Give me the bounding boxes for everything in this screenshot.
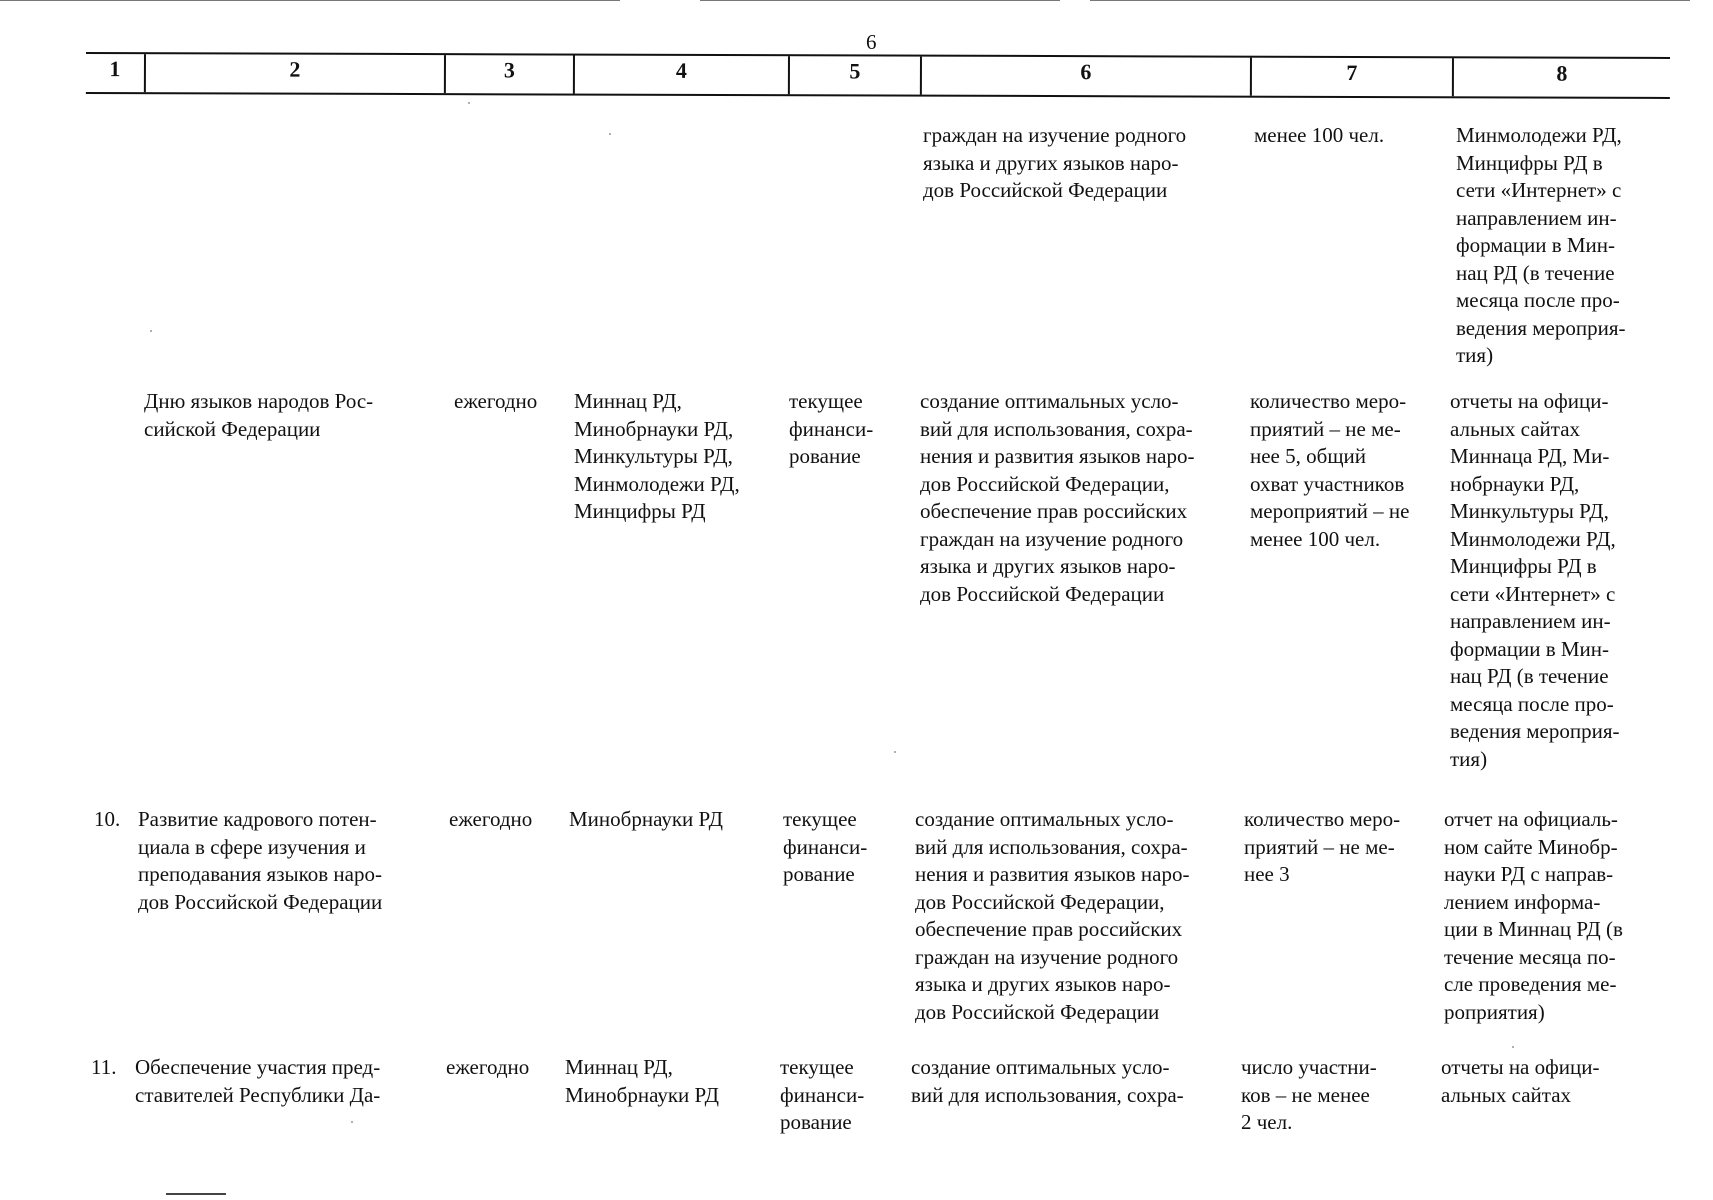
executors-cell: Минобрнауки РД <box>569 807 723 831</box>
scan-edge-mark <box>700 0 1060 1</box>
column-header: 4 <box>573 56 788 95</box>
scan-speck <box>150 330 152 332</box>
table-body <box>86 122 1670 1134</box>
column-header: 8 <box>1452 58 1670 97</box>
row-number: 11. <box>91 1055 117 1079</box>
row-number: 10. <box>94 807 121 831</box>
result-cell: создание оптимальных усло- вий для использования, сохра- нения и развития языков наро- дов Российской Федерации, обеспечение прав российских граждан на изучение родного языка и других языков наро- дов Российской Федерации <box>915 807 1190 1024</box>
column-header: 3 <box>444 55 573 93</box>
scan-edge-mark <box>1090 0 1690 1</box>
period-cell: ежегодно <box>446 1055 530 1079</box>
indicator-cell: число участни- ков – не менее 2 чел. <box>1241 1055 1377 1134</box>
event-name-cell: Обеспечение участия пред- ставителей Республики Да- <box>135 1055 381 1107</box>
scan-speck <box>351 1121 353 1123</box>
column-header: 7 <box>1250 58 1452 97</box>
scan-speck <box>894 751 896 753</box>
report-cell: отчет на официаль- ном сайте Минобр- науки РД с направ- лением информа- ции в Миннац РД (в течение месяца по- сле проведения ме- роприятия) <box>1444 807 1623 1024</box>
scan-edge-mark <box>0 0 620 1</box>
financing-cell: текущее финанси- рование <box>789 389 874 468</box>
report-cell: отчеты на офици- альных сайтах Миннаца РД, Ми- нобрнауки РД, Минкультуры РД, Минмолодежи РД, Минцифры РД в сети «Интернет» с направлением ин- формации в Мин- нац РД (в течение месяца после про- ведения мероприя- тия) <box>1450 389 1620 771</box>
column-header: 1 <box>109 56 121 82</box>
table-header <box>86 52 1670 99</box>
scan-edge-mark <box>166 1193 226 1195</box>
column-header: 6 <box>920 57 1250 96</box>
scan-speck <box>609 133 611 135</box>
column-header: 2 <box>144 54 444 93</box>
column-header: 5 <box>788 56 920 94</box>
event-name-cell: Дню языков народов Рос- сийской Федерации <box>144 389 374 441</box>
report-cell: Минмолодежи РД, Минцифры РД в сети «Интернет» с направлением ин- формации в Мин- нац РД (в течение месяца после про- ведения мероприя- тия) <box>1456 123 1626 367</box>
financing-cell: текущее финанси- рование <box>780 1055 865 1134</box>
financing-cell: текущее финанси- рование <box>783 807 868 886</box>
scan-speck <box>1512 1046 1514 1048</box>
indicator-cell: количество меро- приятий – не ме- нее 3 <box>1244 807 1401 886</box>
result-cell: создание оптимальных усло- вий для использования, сохра- нения и развития языков наро- дов Российской Федерации, обеспечение прав российских граждан на изучение родного языка и других языков наро- дов Российской Федерации <box>920 389 1195 606</box>
executors-cell: Миннац РД, Минобрнауки РД <box>565 1055 719 1107</box>
indicator-cell: количество меро- приятий – не ме- нее 5, общий охват участников мероприятий – не менее 100 чел. <box>1250 389 1410 551</box>
result-cell: граждан на изучение родного языка и других языков наро- дов Российской Федерации <box>923 123 1187 202</box>
executors-cell: Миннац РД, Минобрнауки РД, Минкультуры РД, Минмолодежи РД, Минцифры РД <box>574 389 740 523</box>
result-cell: создание оптимальных усло- вий для использования, сохра- <box>911 1055 1184 1107</box>
scan-speck <box>468 102 470 104</box>
event-name-cell: Развитие кадрового потен- циала в сфере изучения и преподавания языков наро- дов Российской Федерации <box>138 807 383 914</box>
report-cell: отчеты на офици- альных сайтах <box>1441 1055 1600 1107</box>
page-number: 6 <box>866 30 877 54</box>
indicator-cell: менее 100 чел. <box>1254 123 1385 147</box>
period-cell: ежегодно <box>454 389 538 413</box>
period-cell: ежегодно <box>449 807 533 831</box>
